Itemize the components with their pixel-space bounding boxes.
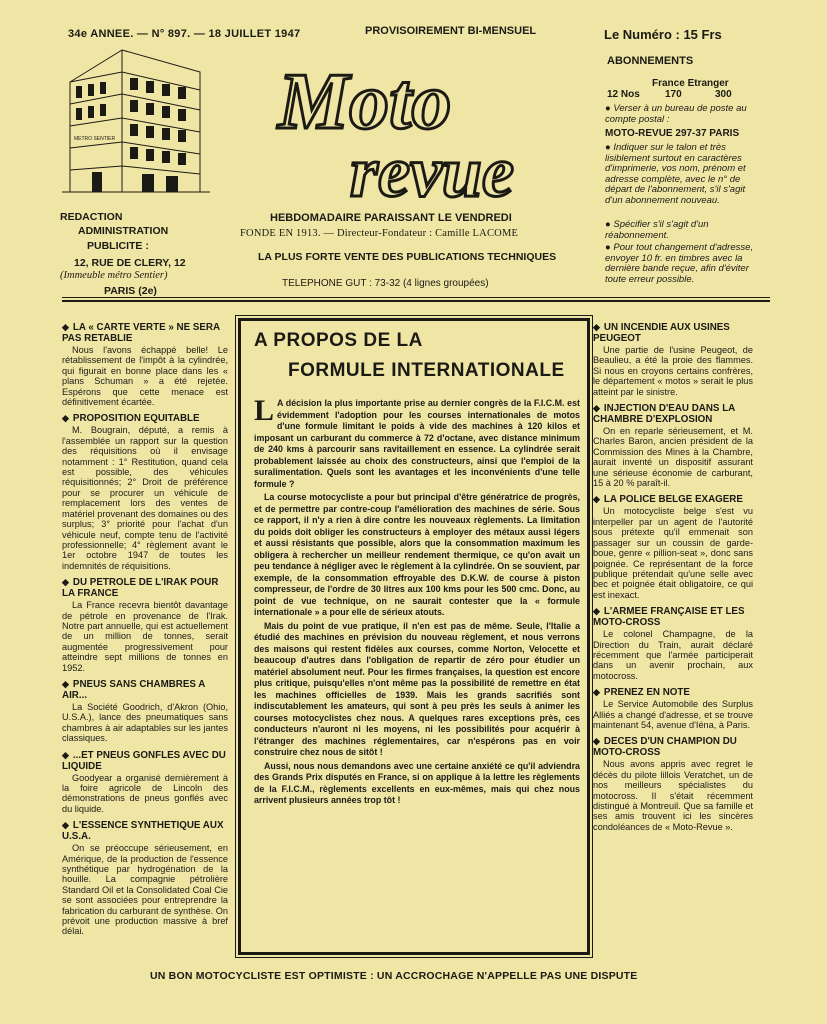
header-rule	[62, 297, 770, 298]
diamond-icon: ◆	[62, 413, 69, 424]
telephone: TELEPHONE GUT : 73-32 (4 lignes groupées)	[282, 278, 489, 289]
foreign-price: 300	[715, 89, 732, 100]
office-redaction: REDACTION	[60, 211, 123, 223]
news-item-title: ◆ PROPOSITION EQUITABLE	[62, 413, 200, 425]
issue-line: 34e ANNEE. — N° 897. — 18 JUILLET 1947	[68, 28, 301, 40]
news-item-title: ◆ DECES D'UN CHAMPION DU MOTO-CROSS	[593, 736, 737, 759]
weekly-label: HEBDOMADAIRE PARAISSANT LE VENDREDI	[270, 212, 512, 224]
moto-revue-logo	[260, 58, 560, 208]
subscription-instruction-4: ● Pour tout changement d'adresse, envoyer 10 fr. en timbres avec la dernière bande reçue, afin d'éviter toute erreur possible.	[605, 242, 754, 285]
founded-label: FONDE EN 1913. — Directeur-Fondateur : Camille LACOME	[240, 228, 519, 239]
news-item-title: ◆ L'ESSENCE SYNTHETIQUE AUX U.S.A.	[62, 820, 224, 843]
news-item-title: ◆ UN INCENDIE AUX USINES PEUGEOT	[593, 322, 730, 344]
news-item-title: ◆ L'ARMEE FRANÇAISE ET LES MOTO-CROSS	[593, 606, 745, 629]
header-rule-thick	[62, 300, 770, 302]
office-street: 12, RUE DE CLERY, 12	[74, 257, 186, 269]
news-item-body: Nous l'avons échappé belle! Le rétablissement de l'impôt à la cylindrée, qui figurait en bonne place dans les « plans Schuman » a été rejetée. Espérons que cette menace est définitivement écartée.	[62, 345, 228, 408]
news-item-title: ◆ PRENEZ EN NOTE	[593, 687, 690, 699]
news-item-title: ◆ LA « CARTE VERTE » NE SERA PAS RETABLIE	[62, 322, 220, 344]
office-administration: ADMINISTRATION	[78, 225, 169, 237]
office-metro: (Immeuble métro Sentier)	[60, 270, 168, 281]
article-paragraph: L A décision la plus importante prise au dernier congrès de la F.I.C.M. est évidemment l'adoption pour les courses internationales de motos d'une formule limitant le poids à vide des machines à 120 kilos et imposant un carburant du commerce à 72 d'octane, avec distance minimum de 240 kms à parcourir sans ravitaillement en essence. La cylindrée serait probablement laissée au choix des constructeurs, ainsi que l'emploi de la suralimentation. Quels sont les avantages et les inconvénients d'une telle formule ?	[254, 394, 580, 489]
tagline: LA PLUS FORTE VENTE DES PUBLICATIONS TECHNIQUES	[258, 251, 557, 263]
logo-revue: revue	[350, 132, 514, 208]
frequency-label: PROVISOIREMENT BI-MENSUEL	[365, 25, 537, 37]
office-city: PARIS (2e)	[104, 285, 157, 297]
diamond-icon: ◆	[593, 322, 600, 332]
news-item-body: M. Bougrain, député, a remis à l'assemblée un rapport sur la question des réquisitions où il envisage notamment : 1° Restitution, quand cela est possible, des véhicules réquisitionnés; 2° Droit de préférence pour se procurer un véhicule de remplacement lors des ventes de matériel provenant des domaines ou des surplus; 3° priorité pour l'achat d'un véhicule neuf, compte tenu de l'activité professionnelle; 4° règlement avant le 1er octobre 1947 de toutes les indemnités de réquisitions.	[62, 425, 228, 571]
price-label: Le Numéro : 15 Frs	[604, 27, 722, 42]
news-item-title: ◆ DU PETROLE DE L'IRAK POUR LA FRANCE	[62, 577, 219, 600]
subscriptions-row-label: 12 Nos	[607, 89, 640, 100]
news-item-body: La France recevra bientôt davantage de pétrole en provenance de l'Irak. Notre part annuelle, qui est actuellement de un million de tonnes, serait augmentée progressivement pour atteindre sept millions de tonnes en 1952.	[62, 600, 228, 673]
news-item-body: Une partie de l'usine Peugeot, de Beaulieu, a été la proie des flammes. Si nous en croyons certains confrères, le département « motos » serait le plus atteint par le sinistre.	[593, 345, 753, 397]
news-item-body: Le colonel Champagne, de la Direction du Train, aurait déclaré récemment que l'armée participerait dans un avenir prochain, aux motocross.	[593, 629, 753, 681]
office-publicite: PUBLICITE :	[87, 240, 149, 252]
article-body	[254, 394, 580, 809]
subscriptions-columns: France Etranger	[652, 78, 729, 89]
news-item-body: La Société Goodrich, d'Akron (Ohio, U.S.A.), lance des pneumatiques sans chambres à air adaptables sur les jantes classiques.	[62, 701, 228, 744]
article-paragraph: La course motocycliste a pour but principal d'être génératrice de progrès, et de permettre par contre-coup l'amélioration des machines de série. Sous ce rapport, il n'y a rien à dire contre les nouveaux règlements. La limitation du poids doit obliger les constructeurs à employer des métaux aussi légers et aussi résistants que possible, alors que la consommation maximum les obligera à rechercher un meilleur rendement thermique, ce qu'on avait un peu tendance à négliger avec le règlement à la cylindrée. On se souvient, par exemple, de la consommation effroyable des D.K.W. de course à piston compresseur, de l'ordre de 30 litres aux 100 kms pour les 500 cmc. Donc, au point de vue technique, on ne saurait contester que la « formule internationale » a pour elle de sérieux atouts.	[254, 492, 580, 617]
article-paragraph: Mais du point de vue pratique, il n'en est pas de même. Seule, l'Italie a étudié des machines en prévision du nouveau règlement, et nous verrons des maisons qui restent fidèles aux courses, comme Norton, Velocette et beaucoup d'autres dans l'obligation de repartir de zéro pour étudier un matériel absolument neuf. Pour les firmes françaises, la question est encore plus critique, puisqu'elles n'ont même pas la possibilité de remettre en état les machines officielles de 1939. Mais les grands sacrifiés sont indiscutablement les amateurs, qui sont à peu près les seuls à animer les courses motocyclistes chez nous. A quelques rares exceptions près, ces conducteurs n'auront ni les moyens, ni les possibilités pour acquérir à l'étranger des machines réglementaires, car n'espérons pas en voir construire chez nous de sitôt !	[254, 620, 580, 757]
right-column	[593, 316, 753, 832]
article-title-line2: FORMULE INTERNATIONALE	[288, 360, 565, 381]
diamond-icon: ◆	[593, 687, 600, 698]
diamond-icon: ◆	[62, 322, 69, 332]
diamond-icon: ◆	[62, 678, 69, 689]
news-item-body: Nous avons appris avec regret le décès du pilote lillois Veratchet, un de nos meilleurs spécialistes du motocross. Il s'était récemment distingué à Montreuil. Que sa famille et ses amis trouvent ici les sincères condoléances de « Moto-Revue ».	[593, 759, 753, 832]
diamond-icon: ◆	[62, 749, 69, 760]
news-item-title: ◆ ...ET PNEUS GONFLES AVEC DU LIQUIDE	[62, 749, 226, 772]
news-item-title: ◆ INJECTION D'EAU DANS LA CHAMBRE D'EXPLOSION	[593, 403, 735, 426]
news-item-title: ◆ PNEUS SANS CHAMBRES A AIR...	[62, 678, 206, 701]
diamond-icon: ◆	[593, 606, 600, 617]
diamond-icon: ◆	[593, 736, 600, 747]
news-item-body: On en reparle sérieusement, et M. Charles Baron, ancien président de la Commission des Mines à la Chambre, aurait inventé un dispositif assurant une sérieuse économie de carburant, 15 à 20 % paraît-il.	[593, 426, 753, 489]
subscriptions-title: ABONNEMENTS	[607, 55, 694, 67]
article-dropcap: L	[254, 394, 275, 427]
logo-moto: Moto	[278, 58, 452, 146]
diamond-icon: ◆	[62, 577, 69, 588]
diamond-icon: ◆	[593, 403, 600, 414]
diamond-icon: ◆	[593, 494, 600, 505]
news-item-body: On se préoccupe sérieusement, en Amérique, de la production de l'essence synthétique par hydrogénation de la houille. La compagnie pétrolière Standard Oil et la Consolidated Coal Cie se sont associées pour entreprendre la fabrication du carburant de synthèse. On prévoit une production massive à bref délai.	[62, 843, 228, 937]
france-price: 170	[665, 89, 682, 100]
subscription-account: MOTO-REVUE 297-37 PARIS	[605, 128, 740, 139]
news-item-body: Le Service Automobile des Surplus Alliés a changé d'adresse, et se trouve maintenant 54, avenue d'Iéna, à Paris.	[593, 699, 753, 730]
news-item-body: Goodyear a organisé dernièrement à la foire agricole de Lincoln des démonstrations de pneus gonflés avec du liquide.	[62, 772, 228, 814]
footer-slogan: UN BON MOTOCYCLISTE EST OPTIMISTE : UN ACCROCHAGE N'APPELLE PAS UNE DISPUTE	[150, 970, 638, 982]
news-item-title: ◆ LA POLICE BELGE EXAGERE	[593, 494, 743, 506]
diamond-icon: ◆	[62, 820, 69, 831]
left-column	[62, 316, 228, 937]
subscription-instruction-2: ● Indiquer sur le talon et très lisiblement surtout en caractères d'imprimerie, vos nom, prénom et adresse complète, avec le n° de départ de l'abonnement, s'il s'agit d'un abonnement nouveau.	[605, 142, 746, 206]
article-title-line1: A PROPOS DE LA	[254, 330, 423, 351]
article-paragraph: Aussi, nous nous demandons avec une certaine anxiété ce qu'il adviendra des Grands Prix disputés en France, si on applique à la lettre les règlements de la F.I.C.M., règlements excellents en eux-mêmes, mais qui chez nous arrivent plusieurs années trop tôt !	[254, 760, 580, 805]
news-item-body: Un motocycliste belge s'est vu interpeller par un agent de l'autorité sous prétexte qu'il emmenait son passager sur un coussin de garde-boue, genre « pillion-seat », donc sans poignée. Ce représentant de la force publique prétendait qu'une selle avec bec et poignée était obligatoire, ce qui est inexact.	[593, 506, 753, 600]
subscriptions-row	[607, 89, 757, 100]
subscription-instruction-1: ● Verser à un bureau de poste au compte postal :	[605, 103, 747, 125]
building-illustration	[62, 42, 210, 202]
subscription-instruction-3: ● Spécifier s'il s'agit d'un réabonnement.	[605, 219, 709, 241]
metro-sign: METRO SENTIER	[74, 136, 116, 142]
